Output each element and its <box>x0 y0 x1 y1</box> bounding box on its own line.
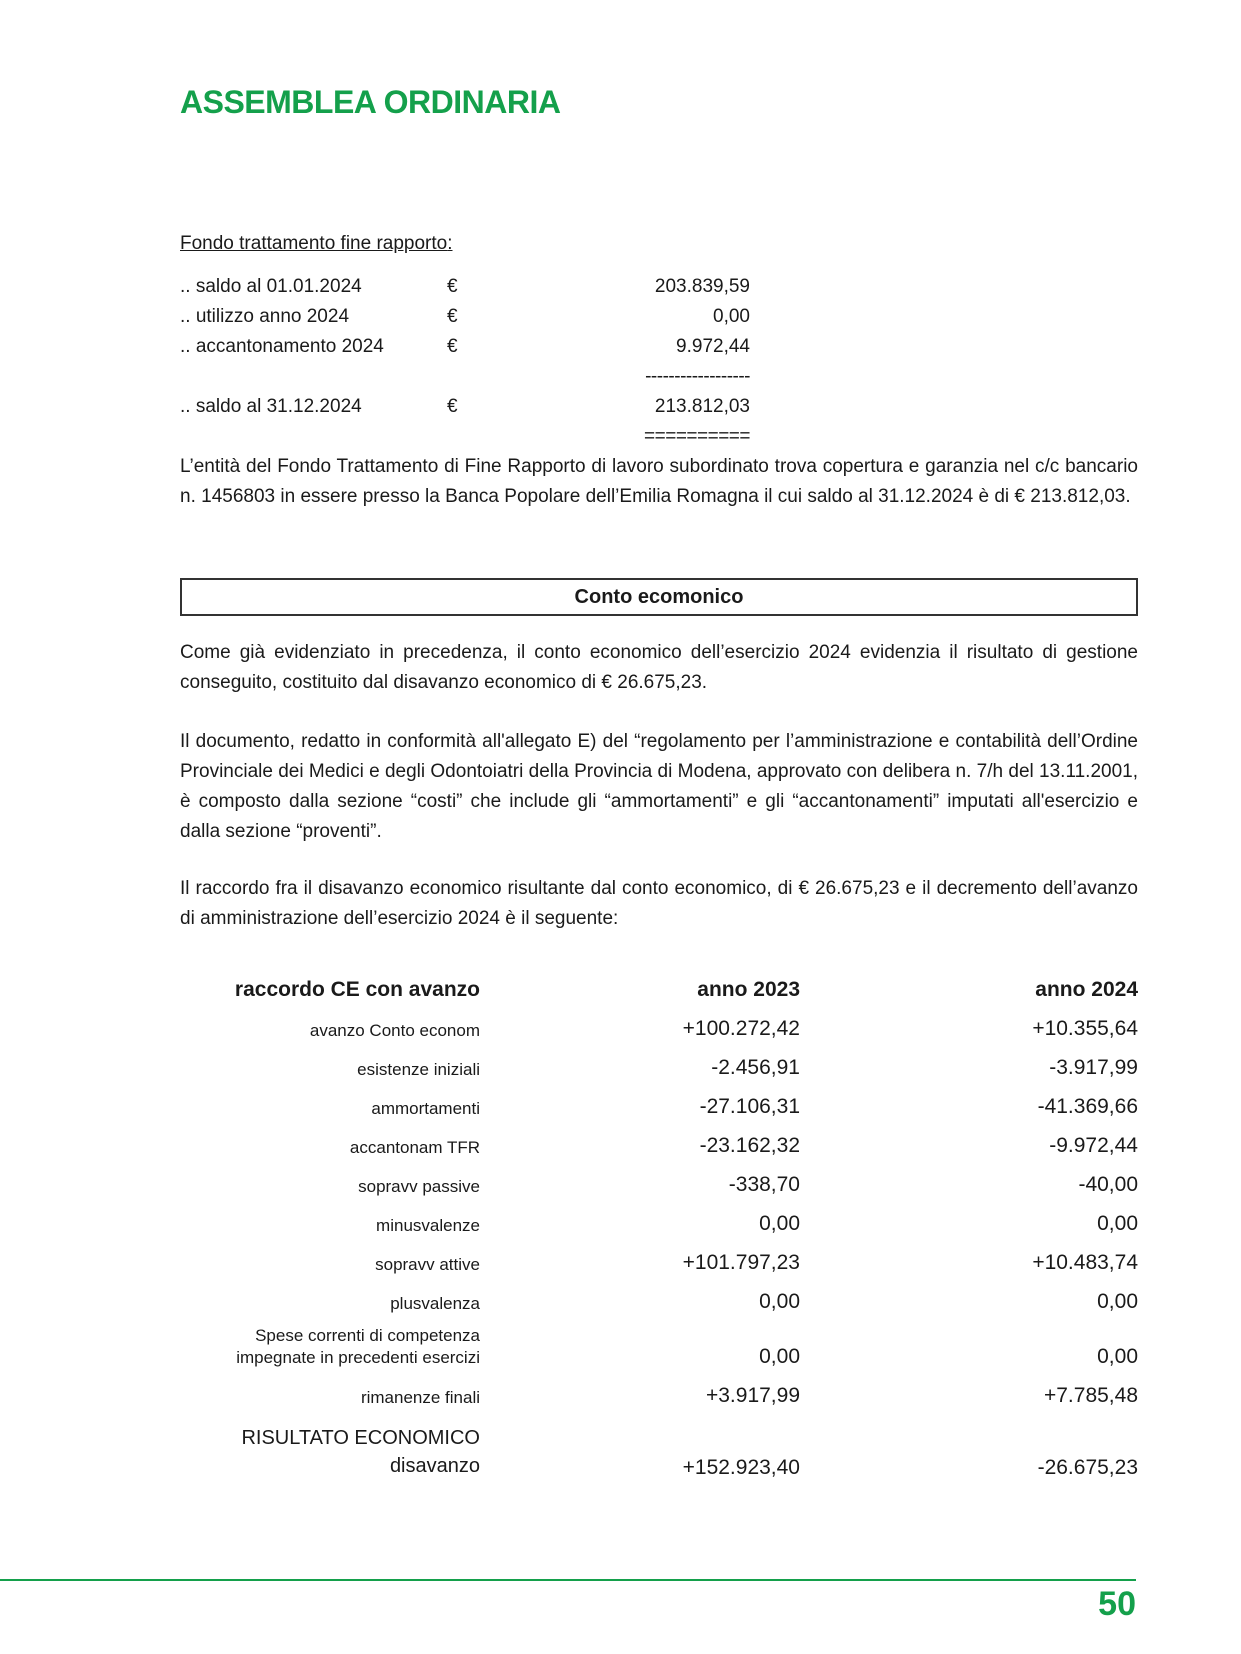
table-row <box>180 1041 1138 1080</box>
row-value-2024: +10.483,74 <box>1032 1251 1138 1274</box>
currency-symbol: € <box>447 396 458 417</box>
currency-symbol: € <box>447 276 458 297</box>
table-row <box>180 1080 1138 1119</box>
row-value-2024: -3.917,99 <box>1049 1056 1138 1079</box>
row-label-line: Spese correnti di competenza <box>255 1326 480 1345</box>
fondo-section-label <box>180 233 453 255</box>
fondo-row-label: .. saldo al 01.01.2024 <box>180 276 362 297</box>
fondo-row-label: .. utilizzo anno 2024 <box>180 306 350 327</box>
row-label: esistenze iniziali <box>357 1060 480 1079</box>
row-value-2024: 0,00 <box>1097 1290 1138 1313</box>
fondo-final-amount: 213.812,03 <box>654 396 750 417</box>
row-label: ammortamenti <box>371 1099 480 1118</box>
row-value-2024: 0,00 <box>1097 1345 1138 1368</box>
row-label-line: impegnate in precedenti esercizi <box>236 1348 480 1367</box>
row-label: rimanenze finali <box>360 1388 480 1407</box>
page-number: 50 <box>1098 1585 1136 1623</box>
fondo-row-label: .. accantonamento 2024 <box>180 336 384 357</box>
row-value-2024: -40,00 <box>1078 1173 1138 1196</box>
result-label <box>180 1408 480 1480</box>
footer-divider <box>0 1579 1136 1581</box>
currency-symbol: € <box>447 336 458 357</box>
row-label: accantonam TFR <box>349 1138 480 1157</box>
row-value-2024: +7.785,48 <box>1043 1384 1138 1407</box>
table-row <box>180 1369 1138 1408</box>
row-value-2023: +3.917,99 <box>705 1384 800 1407</box>
row-value-2023: 0,00 <box>759 1212 800 1235</box>
document-paragraph: Il documento, redatto in conformità all'allegato E) del “regolamento per l’amministrazione e contabilità dell’Ordine Provinciale dei Medici e degli Odontoiatri della Provincia di Modena, approvato con delibera n. 7/h del 13.11.2001, è composto dalla sezione “costi” che include gli “ammortamenti” e gli “accantonamenti” imputati all'esercizio e dalla sezione “proventi”. <box>180 731 1138 842</box>
result-value-2023: +152.923,40 <box>682 1456 800 1479</box>
row-label-multiline <box>180 1314 480 1369</box>
table-row <box>180 1236 1138 1275</box>
conto-economico-heading: Conto ecomonico <box>180 578 1138 616</box>
row-value-2023: +101.797,23 <box>682 1251 800 1274</box>
raccordo-paragraph: Il raccordo fra il disavanzo economico risultante dal conto economico, di € 26.675,23 e il decremento dell’avanzo di amministrazione dell’esercizio 2024 è il seguente: <box>180 878 1138 929</box>
row-label: minusvalenze <box>376 1216 480 1235</box>
row-value-2024: 0,00 <box>1097 1212 1138 1235</box>
row-label: avanzo Conto econom <box>309 1021 480 1040</box>
row-value-2024: +10.355,64 <box>1032 1017 1138 1040</box>
result-label-line: disavanzo <box>389 1455 480 1477</box>
intro-paragraph: Come già evidenziato in precedenza, il conto economico dell’esercizio 2024 evidenzia il risultato di gestione conseguito, costituito dal disavanzo economico di € 26.675,23. <box>180 642 1138 693</box>
row-value-2024: -9.972,44 <box>1049 1134 1138 1157</box>
header-label: raccordo CE con avanzo <box>234 978 480 1001</box>
row-label: sopravv attive <box>375 1255 480 1274</box>
fondo-row-amount: 0,00 <box>713 306 750 327</box>
row-value-2024: -41.369,66 <box>1037 1095 1138 1118</box>
row-value-2023: 0,00 <box>759 1290 800 1313</box>
double-separator: ========== <box>644 426 750 447</box>
fondo-final-label: .. saldo al 31.12.2024 <box>180 396 362 417</box>
table-row <box>180 1275 1138 1314</box>
row-value-2023: -338,70 <box>728 1173 800 1196</box>
row-value-2023: -2.456,91 <box>711 1056 800 1079</box>
row-value-2023: -27.106,31 <box>699 1095 800 1118</box>
header-2024: anno 2024 <box>1035 978 1138 1001</box>
table-row <box>180 1119 1138 1158</box>
row-value-2023: 0,00 <box>759 1345 800 1368</box>
table-row <box>180 1158 1138 1197</box>
result-row <box>180 1408 1138 1480</box>
row-label: plusvalenza <box>390 1294 480 1313</box>
page-title: ASSEMBLEA ORDINARIA <box>180 84 561 120</box>
fondo-row-amount: 9.972,44 <box>676 336 750 357</box>
row-value-2023: +100.272,42 <box>682 1017 800 1040</box>
table-row <box>180 1314 1138 1369</box>
row-value-2023: -23.162,32 <box>699 1134 800 1157</box>
result-value-2024: -26.675,23 <box>1037 1456 1138 1479</box>
tfr-paragraph: L’entità del Fondo Trattamento di Fine Rapporto di lavoro subordinato trova copertura e garanzia nel c/c bancario n. 1456803 in essere presso la Banca Popolare dell’Emilia Romagna il cui saldo al 31.12.2024 è di € 213.812,03. <box>180 456 1138 507</box>
header-2023: anno 2023 <box>697 978 800 1001</box>
row-label: sopravv passive <box>358 1177 480 1196</box>
raccordo-table <box>180 968 1138 1480</box>
fondo-label-text: Fondo trattamento fine rapporto <box>180 233 448 254</box>
result-label-line: RISULTATO ECONOMICO <box>241 1427 480 1449</box>
table-header-row <box>180 968 1138 1002</box>
fondo-label-colon: : <box>447 233 453 254</box>
dash-separator: ------------------ <box>645 366 750 387</box>
table-row <box>180 1197 1138 1236</box>
currency-symbol: € <box>447 306 458 327</box>
fondo-row-amount: 203.839,59 <box>654 276 750 297</box>
table-row <box>180 1002 1138 1041</box>
